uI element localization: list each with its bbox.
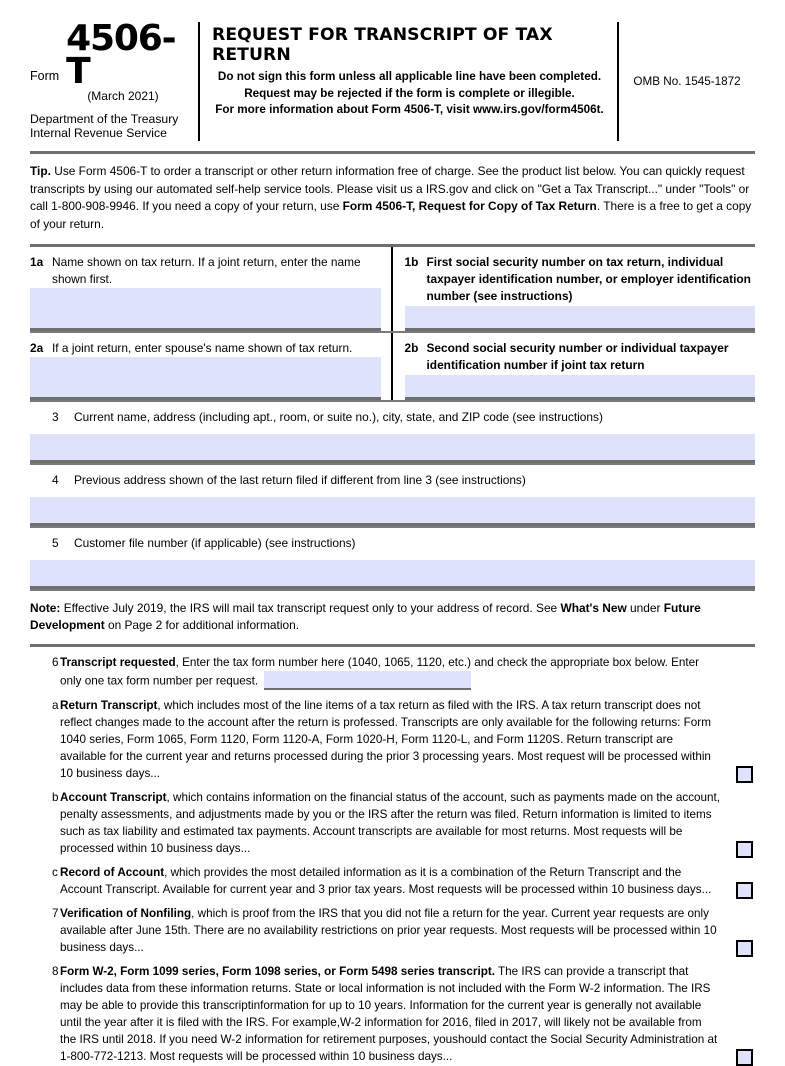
input-line-3[interactable] — [30, 434, 755, 463]
department-line: Department of the Treasury — [30, 112, 179, 127]
form-number: 4506-T — [66, 18, 176, 93]
checkbox-record-of-account[interactable] — [736, 882, 753, 899]
item-number-b: b — [52, 791, 59, 805]
line-number-3: 3 — [52, 409, 59, 424]
note-part-3: on Page 2 for additional information. — [104, 618, 300, 633]
line-text-5: Customer file number (if applicable) (see instructions) — [74, 535, 356, 550]
header-subtitle-3: For more information about Form 4506-T, visit www.irs.gov/form4506t. — [215, 103, 604, 117]
input-line-2b[interactable] — [405, 375, 756, 400]
tip-label: Tip. — [30, 163, 51, 178]
list-item-7 — [30, 906, 755, 957]
item-bold-7: Verification of Nonfiling — [60, 906, 192, 920]
tip-text-bold: Form 4506-T, Request for Copy of Tax Return — [342, 199, 597, 214]
item-body-b: , which contains information on the financial status of the account, such as payments made on the account, penalty assessments, and adjustments made by you or the IRS after the return was filed. Return information is limited to items such as tax liability and estimated tax payments. Account transcripts are available for most returns. Most requests will be processed within 10 business days... — [60, 791, 721, 856]
input-tax-form-number[interactable] — [264, 671, 471, 690]
cell-line-2a — [30, 333, 393, 400]
label-line-3 — [30, 402, 755, 426]
list-item-a — [30, 698, 755, 783]
checkbox-account-transcript[interactable] — [736, 841, 753, 858]
item-body-6: , Enter the tax form number here (1040, 1065, 1120, etc.) and check the appropriate box below. Enter only one tax form number per request. — [60, 656, 700, 688]
item-body-c: , which provides the most detailed information as it is a combination of the Return Transcript and the Account Transcript. Available for current year and 3 prior tax years. Most requests will be processed within 10 business days... — [60, 866, 712, 896]
item-number-8: 8 — [52, 964, 59, 978]
note-part-1: Effective July 2019, the IRS will mail tax transcript request only to your address of record. See — [60, 600, 561, 615]
omb-number: OMB No. 1545-1872 — [633, 74, 741, 88]
header-subtitle-2: Request may be rejected if the form is complete or illegible. — [244, 86, 575, 100]
checkbox-verification-of-nonfiling[interactable] — [736, 940, 753, 957]
transcript-options-list — [30, 647, 755, 1065]
item-text-7 — [60, 906, 755, 957]
input-line-1b[interactable] — [405, 306, 756, 331]
checkbox-form-w2-1099-1098-5498[interactable] — [736, 1049, 753, 1066]
item-body-7: , which is proof from the IRS that you did not file a return for the year. Current year requests are only available after June 15th. There are no availability restrictions on prior year requests. Most requests will be processed within 10 business days... — [60, 906, 717, 954]
line-number-1a: 1a — [30, 255, 44, 270]
item-bold-b: Account Transcript — [60, 791, 167, 805]
line-text-1a: Name shown on tax return. If a joint return, enter the name shown first. — [52, 255, 361, 287]
input-line-4[interactable] — [30, 497, 755, 526]
line-text-2b: Second social security number or individual taxpayer identification number if joint tax return — [426, 341, 729, 372]
row-line-3 — [30, 402, 755, 463]
row-line-5 — [30, 528, 755, 589]
line-number-2a: 2a — [30, 341, 44, 355]
item-number-7: 7 — [52, 906, 59, 920]
item-body-8: The IRS can provide a transcript that includes data from these information returns. State or local information is not included with the Form W-2 information. The IRS may be able to provide this transcriptinformation for up to 10 years. Information for the current year is generally not available until the year after it is filed with the IRS. For example,W-2 information for 2016, filed in 2017, will likely not be available from the IRS until 2018. If you need W-2 information for retirement purposes, youshould contact the Social Security Administration at 1-800-772-1213. Most requests will be processed within 10 business days... — [60, 964, 718, 1063]
list-item-6 — [30, 655, 755, 691]
label-line-4 — [30, 465, 755, 489]
tip-text-start: Use Form 4506-T to order a transcript or other return information free of charge. See the product list below. You can quickly request transcripts by using our automated self-help service tools. Please visit us a IRS.gov and click on "Get a Tax Transcript..." under "Tools" or call 1-800-908-9946. If you need a copy of your return, use — [30, 163, 750, 214]
item-bold-6: Transcript requested — [60, 656, 176, 670]
cell-line-1b — [393, 247, 756, 331]
input-line-1a[interactable] — [30, 288, 381, 331]
input-line-2a[interactable] — [30, 357, 381, 400]
list-item-8 — [30, 964, 755, 1066]
line-text-3: Current name, address (including apt., room, or suite no.), city, state, and ZIP code (see instructions) — [74, 409, 603, 424]
list-item-b — [30, 790, 755, 858]
item-text-6 — [60, 655, 755, 691]
page-title: REQUEST FOR TRANSCRIPT OF TAX RETURN — [212, 25, 553, 65]
item-body-a: , which includes most of the line items of a tax return as filed with the IRS. A tax return transcript does not reflect changes made to the account after the return is professed. Transcripts are only available for the following returns: Form 1040 series, Form 1065, Form 1120, Form 1120-A, Form 1020-H, Form 1120-L, and Form 1120S. Return transcript are available for the current year and returns processed during the prior 3 processing years. Most request will be processed within 10 business days... — [60, 699, 711, 781]
checkbox-return-transcript[interactable] — [736, 766, 753, 783]
tip-text-end: . There is a free to get a copy of your return. — [30, 199, 752, 232]
cell-line-1a — [30, 247, 393, 331]
form-revision-date: (March 2021) — [87, 89, 159, 104]
agency-line: Internal Revenue Service — [30, 126, 167, 141]
label-line-1a — [30, 247, 381, 288]
issuing-agency — [30, 112, 190, 141]
item-bold-8: Form W-2, Form 1099 series, Form 1098 series, or Form 5498 series transcript. — [60, 964, 495, 978]
line-text-2a: If a joint return, enter spouse's name shown of tax return. — [52, 341, 353, 355]
item-number-a: a — [52, 699, 59, 713]
form-identity — [30, 18, 190, 93]
item-text-b — [60, 790, 755, 858]
line-number-1b: 1b — [404, 255, 419, 270]
line-text-1b: First social security number on tax return, individual taxpayer identification number, or employer identification number (see instructions) — [426, 255, 751, 303]
note-paragraph — [30, 591, 755, 645]
row-line-4 — [30, 465, 755, 526]
label-line-2a — [30, 333, 381, 357]
list-item-c — [30, 865, 755, 899]
line-number-4: 4 — [52, 472, 59, 487]
input-line-5[interactable] — [30, 560, 755, 589]
label-line-5 — [30, 528, 755, 552]
item-number-c: c — [52, 866, 58, 880]
line-number-5: 5 — [52, 535, 59, 550]
item-text-8 — [60, 964, 755, 1066]
note-bold-2: Future Development — [30, 600, 701, 633]
label-line-1b — [405, 247, 756, 305]
tip-paragraph — [30, 154, 755, 244]
form-header — [30, 0, 755, 145]
row-line-1 — [30, 247, 755, 331]
note-bold-1: What's New — [560, 600, 627, 615]
item-number-6: 6 — [52, 656, 59, 670]
item-text-a — [60, 698, 755, 783]
header-title-block — [198, 22, 619, 141]
item-bold-c: Record of Account — [60, 866, 165, 880]
line-number-2b: 2b — [404, 341, 419, 355]
row-line-2 — [30, 333, 755, 400]
label-line-2b — [405, 333, 756, 374]
item-bold-a: Return Transcript — [60, 699, 158, 713]
note-part-2: under — [626, 600, 664, 615]
header-subtitle-1: Do not sign this form unless all applicable line have been completed. — [217, 70, 602, 83]
item-text-c — [60, 865, 755, 899]
cell-line-2b — [393, 333, 756, 400]
line-text-4: Previous address shown of the last return filed if different from line 3 (see instructions) — [74, 472, 526, 487]
header-left-block — [30, 18, 198, 141]
form-label: Form — [30, 68, 60, 83]
note-label: Note: — [30, 600, 61, 615]
